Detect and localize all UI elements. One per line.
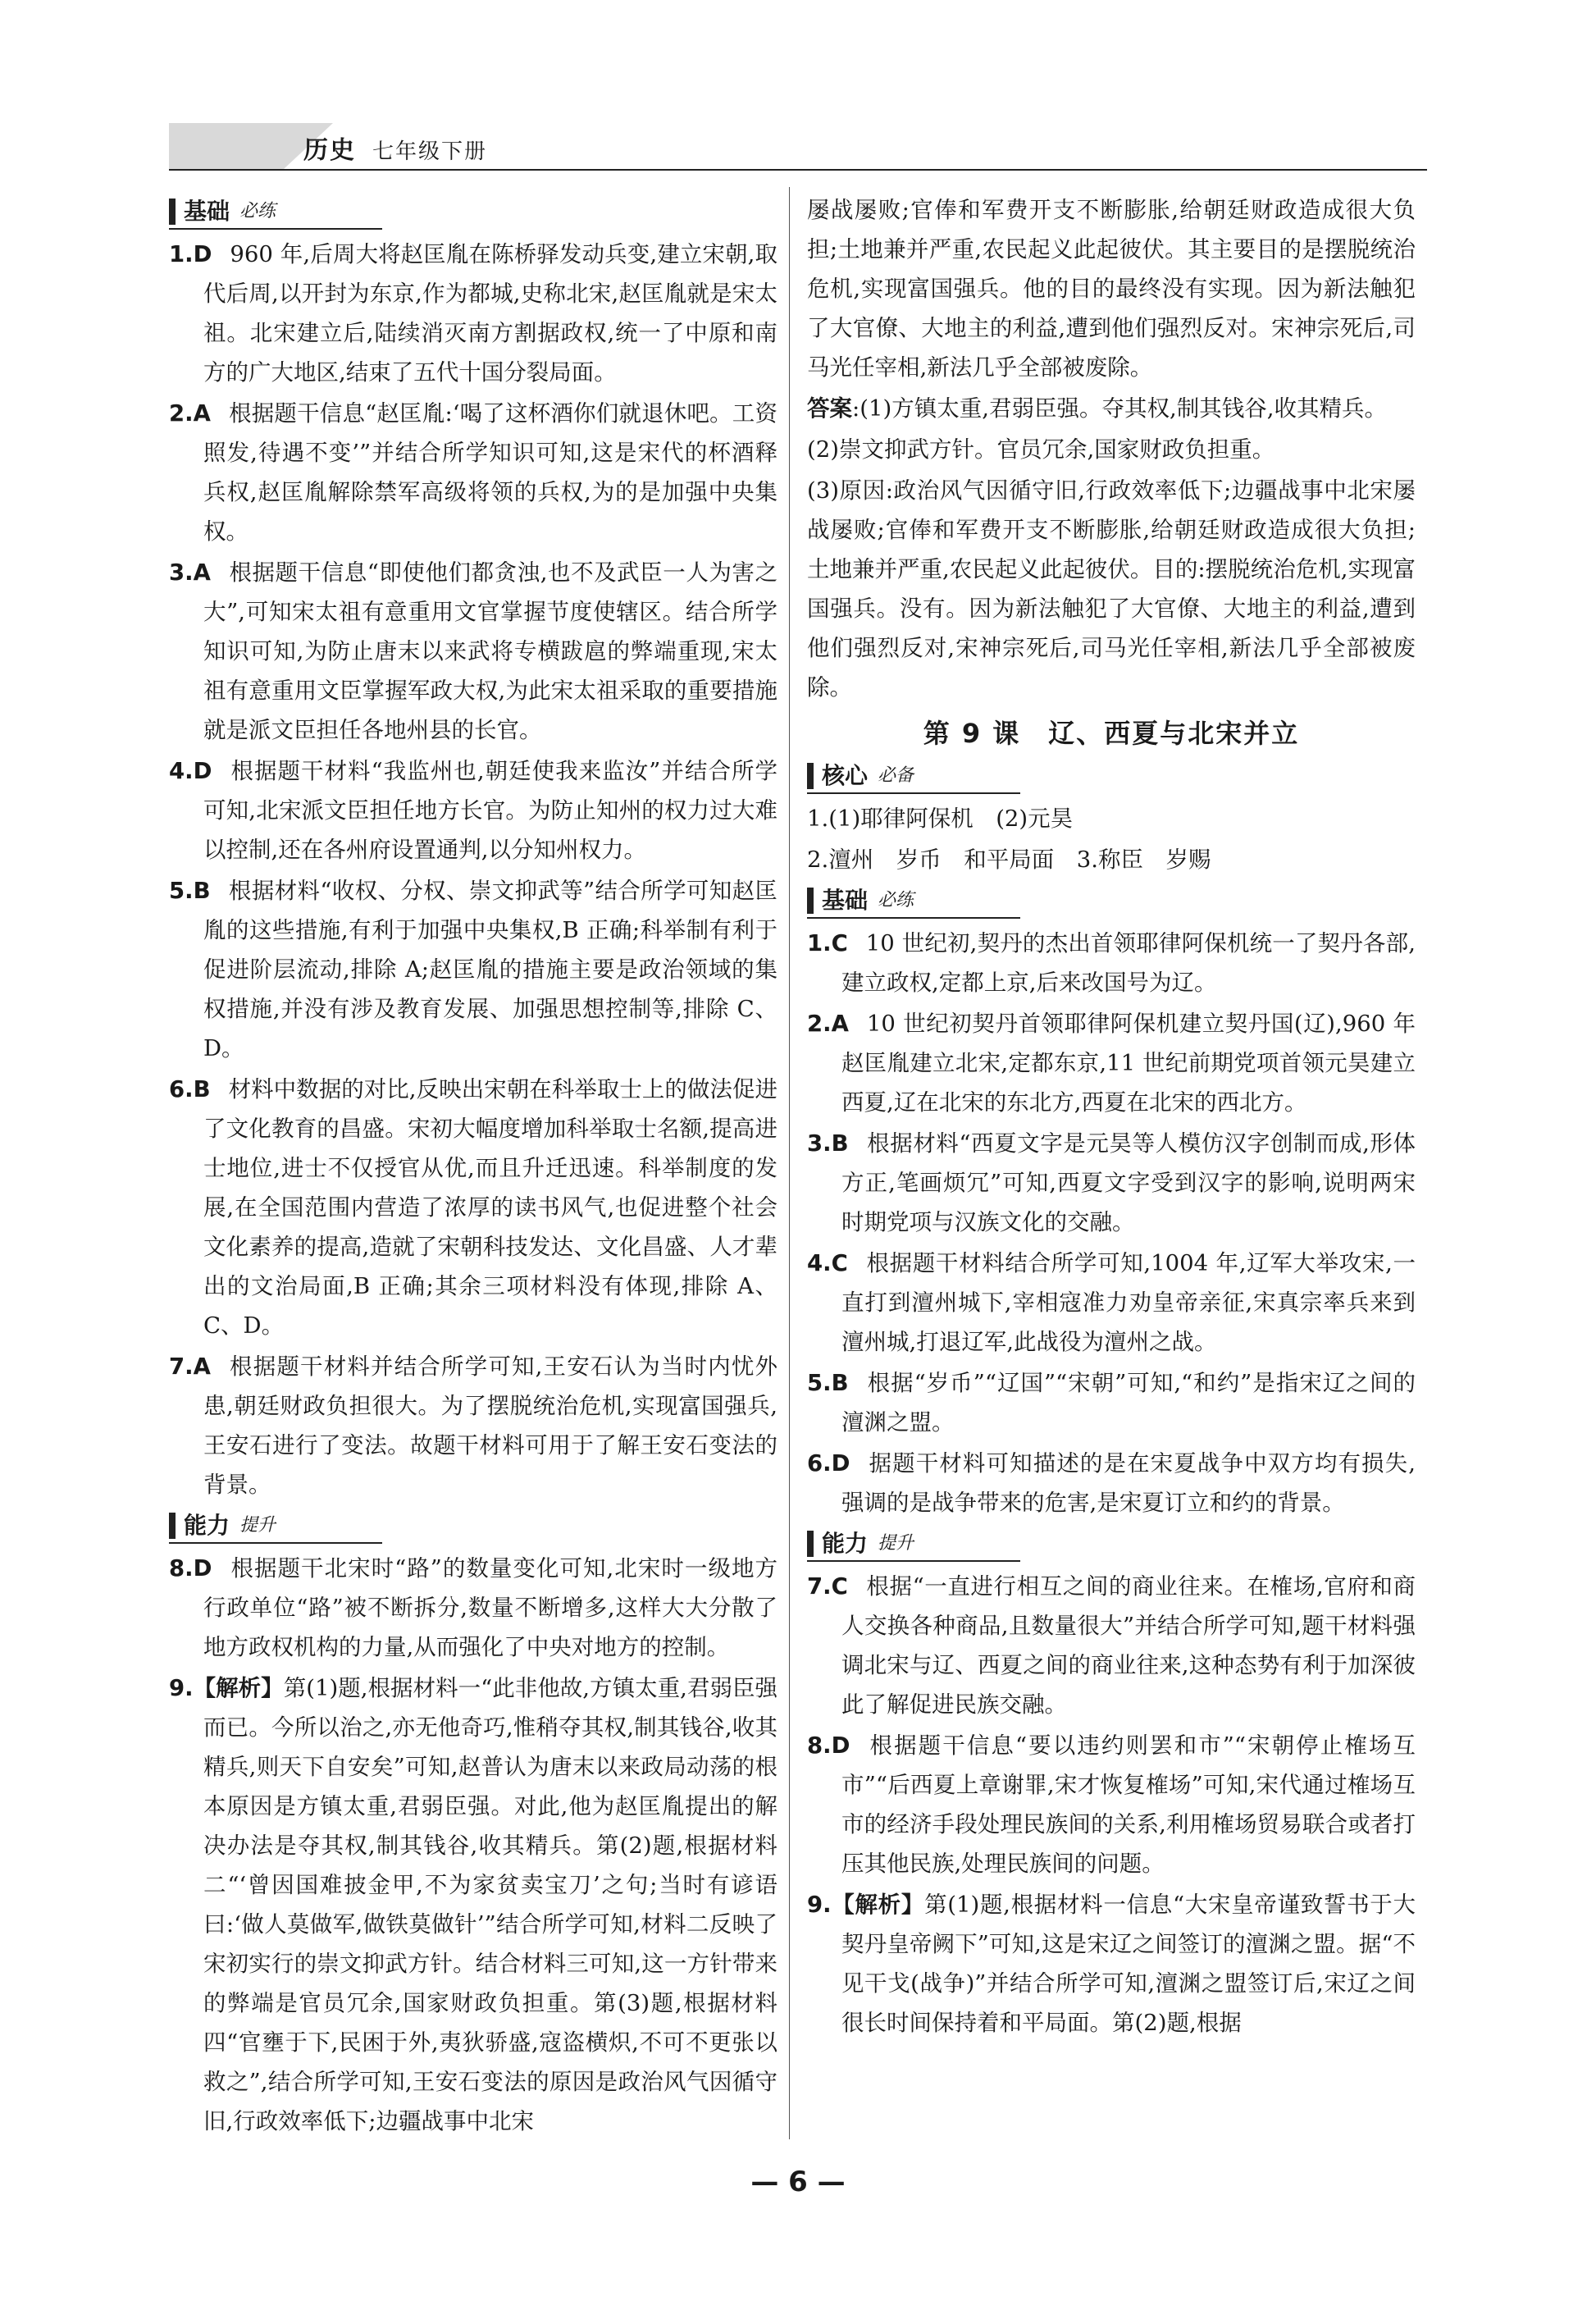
- section-bar-icon: [807, 888, 814, 914]
- column-divider: [789, 187, 790, 2139]
- answer-text: 根据题干材料并结合所学可知,王安石认为当时内忧外患,朝廷财政负担很大。为了摆脱统治危机,实现富国强兵,王安石进行了变法。故题干材料可用于了解王安石变法的背景。: [203, 1353, 777, 1498]
- analysis-label: 【解析】: [193, 1675, 284, 1701]
- core-answers-1: 1.(1)耶律阿保机 (2)元昊: [807, 806, 1074, 832]
- section-tag: 必备: [878, 765, 914, 786]
- answer-letter: C: [831, 1573, 848, 1600]
- section-title: 基础: [184, 198, 230, 225]
- page-number: — 6 —: [750, 2166, 846, 2198]
- answer-text: 根据题干信息“赵匡胤:‘喝了这杯酒你们就退休吧。工资照发,待遇不变’”并结合所学知识可知,这是宋代的杯酒释兵权,赵匡胤解除禁军高级将领的兵权,为的是加强中央集权。: [203, 400, 777, 545]
- header-tab: [169, 123, 284, 169]
- analysis-text: 第(1)题,根据材料一“此非他故,方镇太重,君弱臣强而已。今所以治之,亦无他奇巧,惟稍夺其权,制其钱谷,收其精兵,则天下自安矣”可知,赵普认为唐末以来政局动荡的根本原因是方镇太重,君弱臣强。对此,他为赵匡胤提出的解决办法是夺其权,制其钱谷,收其精兵。第(2)题,根据材料二“‘曾因国难披金甲,不为家贫卖宝刀’之句;当时有谚语曰:‘做人莫做军,做铁莫做针’”结合所学可知,材料二反映了宋初实行的崇文抑武方针。结合材料三可知,这一方针带来的弊端是官员冗余,国家财政负担重。第(3)题,根据材料四“官壅于下,民困于外,夷狄骄盛,寇盗横炽,不可不更张以救之”,结合所学可知,王安石变法的原因是政治风气因循守旧,行政效率低下;边疆战事中北宋: [203, 1675, 777, 2134]
- answer-letter: A: [831, 1011, 849, 1037]
- section-title: 能力: [184, 1512, 230, 1539]
- section-heading: [807, 1527, 1020, 1562]
- header-grade: 七年级下册: [372, 139, 488, 164]
- analysis-item: 9.【解析】第(1)题,根据材料一信息“大宋皇帝谨致誓书于大契丹皇帝阙下”可知,这是宋辽之间签订的澶渊之盟。据“不见干戈(战争)”并结合所学可知,澶渊之盟签订后,宋辽之间很长时间保持着和平局面。第(2)题,根据: [807, 1892, 1416, 2036]
- answer-letter: C: [831, 930, 848, 956]
- section-bar-icon: [807, 1531, 814, 1557]
- lesson-title: 第 9 课 辽、西夏与北宋并立: [923, 718, 1300, 749]
- answer-text: 根据“岁币”“辽国”“宋朝”可知,“和约”是指宋辽之间的澶渊之盟。: [841, 1370, 1416, 1435]
- answer-part-1: :(1)方镇太重,君弱臣强。夺其权,制其钱谷,收其精兵。: [852, 395, 1387, 422]
- answer-item: 6.B 材料中数据的对比,反映出宋朝在科举取士上的做法促进了文化教育的昌盛。宋初大幅度增加科举取士名额,提高进士地位,进士不仅授官从优,而且升迁迅速。科举制度的发展,在全国范围内营造了浓厚的读书风气,也促进整个社会文化素养的提高,造就了宋朝科技发达、文化昌盛、人才辈出的文治局面,B 正确;其余三项材料没有体现,排除 A、C、D。: [169, 1076, 777, 1339]
- answer-letter: A: [193, 1353, 211, 1380]
- header-rule: [169, 169, 1427, 171]
- section-bar-icon: [807, 763, 814, 789]
- page-header: [0, 0, 1596, 172]
- answer-item: 4.D 根据题干材料“我监州也,朝廷使我来监汝”并结合所学可知,北宋派文臣担任地方长官。为防止知州的权力过大难以控制,还在各州府设置通判,以分知州权力。: [169, 758, 777, 863]
- answer-item: 5.B 根据材料“收权、分权、崇文抑武等”结合所学可知赵匡胤的这些措施,有利于加强中央集权,B 正确;科举制有利于促进阶层流动,排除 A;赵匡胤的措施主要是政治领域的集权措施,并没有涉及教育发展、加强思想控制等,排除 C、D。: [169, 878, 777, 1061]
- answer-label: 答案: [807, 395, 852, 422]
- answer-item: 2.A 10 世纪初契丹首领耶律阿保机建立契丹国(辽),960 年赵匡胤建立北宋,定都东京,11 世纪前期党项首领元昊建立西夏,辽在北宋的东北方,西夏在北宋的西北方。: [807, 1011, 1416, 1116]
- answer-item: 7.A 根据题干材料并结合所学可知,王安石认为当时内忧外患,朝廷财政负担很大。为了摆脱统治危机,实现富国强兵,王安石进行了变法。故题干材料可用于了解王安石变法的背景。: [169, 1353, 777, 1498]
- section-bar-icon: [169, 1513, 176, 1539]
- section-heading: [169, 195, 382, 230]
- analysis-label: 【解析】: [831, 1892, 925, 1918]
- answer-item: 8.D 根据题干北宋时“路”的数量变化可知,北宋时一级地方行政单位“路”被不断拆分,数量不断增多,这样大大分散了地方政权机构的力量,从而强化了中央对地方的控制。: [169, 1555, 777, 1660]
- section-title: 基础: [822, 887, 869, 914]
- answer-letter: B: [193, 1076, 211, 1102]
- answer-part-3: (3)原因:政治风气因循守旧,行政效率低下;边疆战事中北宋屡战屡败;官俸和军费开支不断膨胀,给朝廷财政造成很大负担;土地兼并严重,农民起义此起彼伏。目的:摆脱统治危机,实现富国强兵。没有。因为新法触犯了大官僚、大地主的利益,遭到他们强烈反对,宋神宗死后,司马光任宰相,新法几乎全部被废除。: [807, 477, 1416, 701]
- section-tag: 提升: [878, 1533, 914, 1554]
- answer-letter: D: [193, 758, 212, 784]
- answer-item: 5.B 根据“岁币”“辽国”“宋朝”可知,“和约”是指宋辽之间的澶渊之盟。: [807, 1370, 1416, 1435]
- answer-text: 10 世纪初契丹首领耶律阿保机建立契丹国(辽),960 年赵匡胤建立北宋,定都东京,11 世纪前期党项首领元昊建立西夏,辽在北宋的东北方,西夏在北宋的西北方。: [841, 1011, 1416, 1116]
- header-title: [303, 130, 487, 166]
- section-title: 核心: [822, 762, 869, 789]
- answer-text: 根据材料“西夏文字是元昊等人模仿汉字创制而成,形体方正,笔画烦冗”可知,西夏文字受到汉字的影响,说明两宋时期党项与汉族文化的交融。: [841, 1130, 1416, 1235]
- answer-letter: D: [831, 1732, 850, 1759]
- section-tag: 提升: [239, 1515, 276, 1536]
- answer-item: 1.C 10 世纪初,契丹的杰出首领耶律阿保机统一了契丹各部,建立政权,定都上京,后来改国号为辽。: [807, 930, 1416, 996]
- answer-text: 根据题干信息“要以违约则罢和市”“宋朝停止榷场互市”“后西夏上章谢罪,宋才恢复榷场”可知,宋代通过榷场互市的经济手段处理民族间的关系,利用榷场贸易联合或者打压其他民族,处理民族间的问题。: [841, 1732, 1416, 1877]
- section-title: 能力: [822, 1530, 869, 1557]
- answer-letter: D: [193, 241, 212, 267]
- answer-item: 6.D 据题干材料可知描述的是在宋夏战争中双方均有损失,强调的是战争带来的危害,是宋夏订立和约的背景。: [807, 1450, 1416, 1516]
- section-heading: [807, 884, 1020, 919]
- answer-text: 根据题干信息“即使他们都贪浊,也不及武臣一人为害之大”,可知宋太祖有意重用文官掌握节度使辖区。结合所学知识可知,为防止唐末以来武将专横跋扈的弊端重现,宋太祖有意重用文臣掌握军政大权,为此宋太祖采取的重要措施就是派文臣担任各地州县的长官。: [203, 559, 777, 743]
- analysis-text: 第(1)题,根据材料一信息“大宋皇帝谨致誓书于大契丹皇帝阙下”可知,这是宋辽之间签订的澶渊之盟。据“不见干戈(战争)”并结合所学可知,澶渊之盟签订后,宋辽之间很长时间保持着和平局面。第(2)题,根据: [841, 1892, 1416, 2036]
- answer-text: 据题干材料可知描述的是在宋夏战争中双方均有损失,强调的是战争带来的危害,是宋夏订立和约的背景。: [841, 1450, 1416, 1516]
- section-tag: 必练: [239, 201, 276, 221]
- answer-item: 3.A 根据题干信息“即使他们都贪浊,也不及武臣一人为害之大”,可知宋太祖有意重用文官掌握节度使辖区。结合所学知识可知,为防止唐末以来武将专横跋扈的弊端重现,宋太祖有意重用文臣掌握军政大权,为此宋太祖采取的重要措施就是派文臣担任各地州县的长官。: [169, 559, 777, 743]
- answer-item: 1.D 960 年,后周大将赵匡胤在陈桥驿发动兵变,建立宋朝,取代后周,以开封为东京,作为都城,史称北宋,赵匡胤就是宋太祖。北宋建立后,陆续消灭南方割据政权,统一了中原和南方的广大地区,结束了五代十国分裂局面。: [169, 241, 777, 386]
- answer-item: 3.B 根据材料“西夏文字是元昊等人模仿汉字创制而成,形体方正,笔画烦冗”可知,西夏文字受到汉字的影响,说明两宋时期党项与汉族文化的交融。: [807, 1130, 1416, 1235]
- answer-text: 960 年,后周大将赵匡胤在陈桥驿发动兵变,建立宋朝,取代后周,以开封为东京,作为都城,史称北宋,赵匡胤就是宋太祖。北宋建立后,陆续消灭南方割据政权,统一了中原和南方的广大地区,结束了五代十国分裂局面。: [203, 241, 777, 386]
- answer-part-2: (2)崇文抑武方针。官员冗余,国家财政负担重。: [807, 436, 1275, 463]
- answer-letter: B: [831, 1130, 849, 1157]
- answer-text: 根据材料“收权、分权、崇文抑武等”结合所学可知赵匡胤的这些措施,有利于加强中央集权,B 正确;科举制有利于促进阶层流动,排除 A;赵匡胤的措施主要是政治领域的集权措施,并没有涉及教育发展、加强思想控制等,排除 C、D。: [203, 878, 777, 1061]
- header-subject: 历史: [303, 136, 356, 165]
- answer-letter: B: [831, 1370, 849, 1396]
- answer-letter: A: [193, 400, 211, 427]
- answer-letter: D: [193, 1555, 212, 1582]
- answer-letter: A: [193, 559, 211, 586]
- section-bar-icon: [169, 199, 176, 225]
- section-heading: [169, 1509, 382, 1544]
- answer-item: 8.D 根据题干信息“要以违约则罢和市”“宋朝停止榷场互市”“后西夏上章谢罪,宋才恢复榷场”可知,宋代通过榷场互市的经济手段处理民族间的关系,利用榷场贸易联合或者打压其他民族,处理民族间的问题。: [807, 1732, 1416, 1877]
- left-column: [169, 190, 777, 2143]
- right-column: [807, 190, 1416, 2044]
- answer-text: 10 世纪初,契丹的杰出首领耶律阿保机统一了契丹各部,建立政权,定都上京,后来改国号为辽。: [841, 930, 1416, 996]
- section-tag: 必练: [878, 890, 914, 911]
- answer-text: 材料中数据的对比,反映出宋朝在科举取士上的做法促进了文化教育的昌盛。宋初大幅度增加科举取士名额,提高进士地位,进士不仅授官从优,而且升迁迅速。科举制度的发展,在全国范围内营造了浓厚的读书风气,也促进整个社会文化素养的提高,造就了宋朝科技发达、文化昌盛、人才辈出的文治局面,B 正确;其余三项材料没有体现,排除 A、C、D。: [203, 1076, 777, 1339]
- answer-letter: B: [193, 878, 211, 904]
- answer-item: 2.A 根据题干信息“赵匡胤:‘喝了这杯酒你们就退休吧。工资照发,待遇不变’”并结合所学知识可知,这是宋代的杯酒释兵权,赵匡胤解除禁军高级将领的兵权,为的是加强中央集权。: [169, 400, 777, 545]
- answer-letter: D: [831, 1450, 850, 1477]
- core-answers-2: 2.澶州 岁币 和平局面 3.称臣 岁赐: [807, 847, 1211, 873]
- analysis-item: 9.【解析】第(1)题,根据材料一“此非他故,方镇太重,君弱臣强而已。今所以治之,亦无他奇巧,惟稍夺其权,制其钱谷,收其精兵,则天下自安矣”可知,赵普认为唐末以来政局动荡的根本原因是方镇太重,君弱臣强。对此,他为赵匡胤提出的解决办法是夺其权,制其钱谷,收其精兵。第(2)题,根据材料二“‘曾因国难披金甲,不为家贫卖宝刀’之句;当时有谚语曰:‘做人莫做军,做铁莫做针’”结合所学可知,材料二反映了宋初实行的崇文抑武方针。结合材料三可知,这一方针带来的弊端是官员冗余,国家财政负担重。第(3)题,根据材料四“官壅于下,民困于外,夷狄骄盛,寇盗横炽,不可不更张以救之”,结合所学可知,王安石变法的原因是政治风气因循守旧,行政效率低下;边疆战事中北宋: [169, 1675, 777, 2134]
- section-heading: [807, 760, 1020, 794]
- answer-letter: C: [831, 1250, 848, 1276]
- answer-block: [807, 389, 1416, 428]
- answer-text: 根据“一直进行相互之间的商业往来。在榷场,官府和商人交换各种商品,且数量很大”并结合所学可知,题干材料强调北宋与辽、西夏之间的商业往来,这种态势有利于加深彼此了解促进民族交融。: [841, 1573, 1416, 1718]
- answer-item: 4.C 根据题干材料结合所学可知,1004 年,辽军大举攻宋,一直打到澶州城下,宰相寇准力劝皇帝亲征,宋真宗率兵来到澶州城,打退辽军,此战役为澶州之战。: [807, 1250, 1416, 1355]
- answer-text: 根据题干北宋时“路”的数量变化可知,北宋时一级地方行政单位“路”被不断拆分,数量不断增多,这样大大分散了地方政权机构的力量,从而强化了中央对地方的控制。: [203, 1555, 777, 1660]
- answer-item: 7.C 根据“一直进行相互之间的商业往来。在榷场,官府和商人交换各种商品,且数量很大”并结合所学可知,题干材料强调北宋与辽、西夏之间的商业往来,这种态势有利于加深彼此了解促进民族交融。: [807, 1573, 1416, 1718]
- analysis-continuation: 屡战屡败;官俸和军费开支不断膨胀,给朝廷财政造成很大负担;土地兼并严重,农民起义此起彼伏。其主要目的是摆脱统治危机,实现富国强兵。他的目的最终没有实现。因为新法触犯了大官僚、大地主的利益,遭到他们强烈反对。宋神宗死后,司马光任宰相,新法几乎全部被废除。: [807, 197, 1416, 381]
- answer-text: 根据题干材料“我监州也,朝廷使我来监汝”并结合所学可知,北宋派文臣担任地方长官。为防止知州的权力过大难以控制,还在各州府设置通判,以分知州权力。: [203, 758, 777, 863]
- answer-text: 根据题干材料结合所学可知,1004 年,辽军大举攻宋,一直打到澶州城下,宰相寇准力劝皇帝亲征,宋真宗率兵来到澶州城,打退辽军,此战役为澶州之战。: [841, 1250, 1416, 1355]
